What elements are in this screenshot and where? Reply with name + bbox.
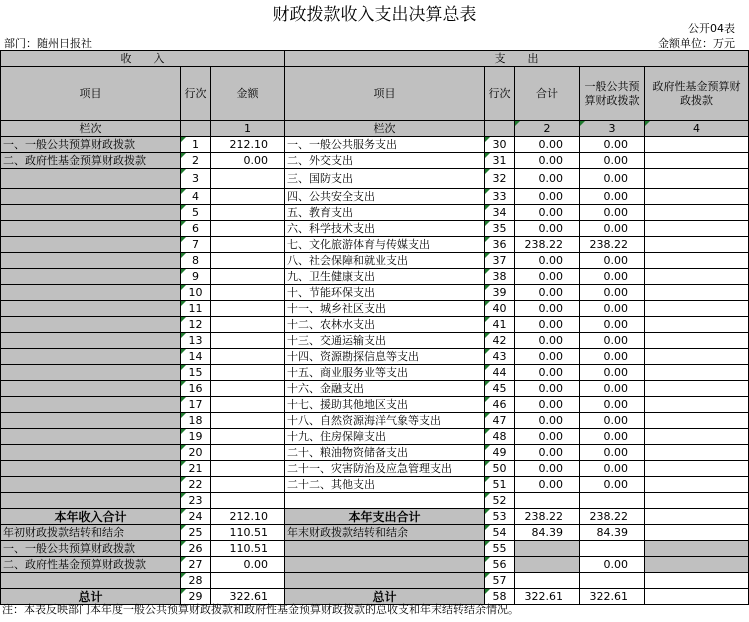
sub1-out-total	[515, 541, 580, 557]
expense-row-no: 31	[485, 153, 515, 169]
income-item	[1, 333, 181, 349]
total-row	[1, 509, 749, 525]
income-amount[interactable]	[211, 365, 285, 381]
income-row-no: 2	[181, 153, 211, 169]
income-item	[1, 253, 181, 269]
expense-item: 二、外交支出	[285, 153, 485, 169]
expense-fund[interactable]	[645, 301, 749, 317]
income-amount[interactable]	[211, 253, 285, 269]
income-item	[1, 269, 181, 285]
expense-item: 二十一、灾害防治及应急管理支出	[285, 461, 485, 477]
expense-general[interactable]: 0.00	[580, 349, 645, 365]
income-amount[interactable]	[211, 413, 285, 429]
expense-total[interactable]: 0.00	[515, 269, 580, 285]
expense-item: 八、社会保障和就业支出	[285, 253, 485, 269]
income-row-no: 23	[181, 493, 211, 509]
blank-out-general[interactable]	[580, 573, 645, 589]
income-item	[1, 285, 181, 301]
income-amount[interactable]	[211, 333, 285, 349]
sub1-out-no: 55	[485, 541, 515, 557]
expense-row-no: 48	[485, 429, 515, 445]
expense-item: 十四、资源勘探信息等支出	[285, 349, 485, 365]
col-index-3: 3	[580, 121, 645, 137]
income-amount-header: 金额	[211, 67, 285, 121]
section-header-row	[1, 51, 749, 67]
expense-fund[interactable]	[645, 381, 749, 397]
income-row-no: 6	[181, 221, 211, 237]
expense-item: 七、文化旅游体育与传媒支出	[285, 237, 485, 253]
sub1-amount[interactable]: 110.51	[211, 541, 285, 557]
sub2-out-no: 56	[485, 557, 515, 573]
expense-item: 十七、援助其他地区支出	[285, 397, 485, 413]
table-row	[1, 301, 749, 317]
expense-item: 九、卫生健康支出	[285, 269, 485, 285]
grand-in-no: 29	[181, 589, 211, 605]
expense-row-no: 41	[485, 317, 515, 333]
income-row-no: 11	[181, 301, 211, 317]
income-amount[interactable]: 0.00	[211, 153, 285, 169]
income-amount[interactable]	[211, 445, 285, 461]
empty-cell	[485, 121, 515, 137]
income-item	[1, 169, 181, 189]
income-row-no: 14	[181, 349, 211, 365]
expense-general[interactable]: 238.22	[580, 237, 645, 253]
expense-row-no: 35	[485, 221, 515, 237]
grand-in-label: 总计	[1, 589, 181, 605]
table-row	[1, 413, 749, 429]
gov-fund-header: 政府性基金预算财政拨款	[645, 67, 749, 121]
grand-out-fund[interactable]	[645, 589, 749, 605]
expense-item: 三、国防支出	[285, 169, 485, 189]
expense-total[interactable]: 0.00	[515, 381, 580, 397]
expense-total-header: 合计	[515, 67, 580, 121]
expense-general[interactable]: 0.00	[580, 477, 645, 493]
table-row	[1, 317, 749, 333]
sub2-label: 二、政府性基金预算财政拨款	[1, 557, 181, 573]
income-amount[interactable]	[211, 285, 285, 301]
income-item: 二、政府性基金预算财政拨款	[1, 153, 181, 169]
unit-label: 金额单位：万元	[658, 37, 735, 50]
income-total-amount[interactable]: 212.10	[211, 509, 285, 525]
expense-fund[interactable]	[645, 189, 749, 205]
sub1-out-general[interactable]	[580, 541, 645, 557]
income-row-no: 19	[181, 429, 211, 445]
department-label: 部门：随州日报社	[4, 37, 92, 50]
sub2-expense-blank	[285, 557, 485, 573]
income-item	[1, 493, 181, 509]
carry-in-no: 25	[181, 525, 211, 541]
income-amount[interactable]	[211, 317, 285, 333]
income-row-no: 5	[181, 205, 211, 221]
expense-row-no: 32	[485, 169, 515, 189]
expense-total[interactable]: 0.00	[515, 429, 580, 445]
income-row-no: 12	[181, 317, 211, 333]
income-amount[interactable]	[211, 461, 285, 477]
expense-row-no: 30	[485, 137, 515, 153]
expense-total-general[interactable]: 238.22	[580, 509, 645, 525]
income-item-header: 项目	[1, 67, 181, 121]
table-row	[1, 445, 749, 461]
income-amount[interactable]	[211, 381, 285, 397]
expense-item: 十三、交通运输支出	[285, 333, 485, 349]
table-row	[1, 493, 749, 509]
income-item	[1, 445, 181, 461]
expense-row-no: 50	[485, 461, 515, 477]
grand-out-no: 58	[485, 589, 515, 605]
expense-general[interactable]: 0.00	[580, 285, 645, 301]
income-item	[1, 429, 181, 445]
expense-section-header: 支 出	[285, 51, 749, 67]
expense-general[interactable]: 0.00	[580, 445, 645, 461]
income-row-no: 22	[181, 477, 211, 493]
income-item	[1, 237, 181, 253]
expense-general[interactable]: 0.00	[580, 221, 645, 237]
income-total-no: 24	[181, 509, 211, 525]
expense-row-no: 37	[485, 253, 515, 269]
expense-row-no: 49	[485, 445, 515, 461]
expense-item: 五、教育支出	[285, 205, 485, 221]
expense-total[interactable]: 0.00	[515, 365, 580, 381]
income-amount[interactable]	[211, 189, 285, 205]
carry-out-general[interactable]: 84.39	[580, 525, 645, 541]
carry-in-label: 年初财政拨款结转和结余	[1, 525, 181, 541]
expense-row-no: 36	[485, 237, 515, 253]
general-budget-header: 一般公共预算财政拨款	[580, 67, 645, 121]
expense-general[interactable]: 0.00	[580, 461, 645, 477]
expense-fund[interactable]	[645, 333, 749, 349]
income-amount[interactable]	[211, 397, 285, 413]
expense-general[interactable]: 0.00	[580, 153, 645, 169]
table-row	[1, 137, 749, 153]
sub2-out-general[interactable]: 0.00	[580, 557, 645, 573]
expense-total[interactable]: 0.00	[515, 349, 580, 365]
expense-item: 十、节能环保支出	[285, 285, 485, 301]
income-row-no-header: 行次	[181, 67, 211, 121]
expense-total-fund[interactable]	[645, 509, 749, 525]
sub2-no: 27	[181, 557, 211, 573]
expense-total[interactable]: 0.00	[515, 317, 580, 333]
income-amount[interactable]	[211, 237, 285, 253]
income-row-no: 4	[181, 189, 211, 205]
income-item	[1, 221, 181, 237]
blank-row	[1, 573, 749, 589]
col-index-1: 1	[211, 121, 285, 137]
sub1-row	[1, 541, 749, 557]
income-row-no: 16	[181, 381, 211, 397]
expense-total[interactable]: 0.00	[515, 137, 580, 153]
expense-general[interactable]: 0.00	[580, 381, 645, 397]
expense-general[interactable]: 0.00	[580, 397, 645, 413]
table-row	[1, 205, 749, 221]
expense-total[interactable]: 0.00	[515, 189, 580, 205]
income-item	[1, 397, 181, 413]
income-row-no: 17	[181, 397, 211, 413]
expense-fund[interactable]	[645, 445, 749, 461]
carry-out-no: 54	[485, 525, 515, 541]
income-item	[1, 365, 181, 381]
blank-out-label	[285, 573, 485, 589]
column-header-row	[1, 67, 749, 121]
final-accounts-table	[0, 50, 749, 605]
income-amount[interactable]: 212.10	[211, 137, 285, 153]
expense-fund[interactable]	[645, 349, 749, 365]
blank-out-total[interactable]	[515, 573, 580, 589]
expense-item: 四、公共安全支出	[285, 189, 485, 205]
sub2-out-fund	[645, 557, 749, 573]
income-row-no: 20	[181, 445, 211, 461]
expense-total[interactable]: 0.00	[515, 169, 580, 189]
income-amount[interactable]	[211, 477, 285, 493]
col-index-2: 2	[515, 121, 580, 137]
expense-general[interactable]: 0.00	[580, 205, 645, 221]
sub1-no: 26	[181, 541, 211, 557]
expense-fund[interactable]	[645, 317, 749, 333]
sub2-amount[interactable]: 0.00	[211, 557, 285, 573]
table-row	[1, 153, 749, 169]
expense-general[interactable]: 0.00	[580, 301, 645, 317]
expense-total[interactable]: 0.00	[515, 461, 580, 477]
carryover-row	[1, 525, 749, 541]
expense-row-no: 51	[485, 477, 515, 493]
sub1-expense-blank	[285, 541, 485, 557]
income-row-no: 8	[181, 253, 211, 269]
income-amount[interactable]	[211, 221, 285, 237]
blank-out-fund[interactable]	[645, 573, 749, 589]
expense-total[interactable]: 0.00	[515, 333, 580, 349]
income-amount[interactable]	[211, 493, 285, 509]
expense-general[interactable]: 0.00	[580, 333, 645, 349]
expense-total[interactable]: 0.00	[515, 477, 580, 493]
income-amount[interactable]	[211, 169, 285, 189]
table-row	[1, 349, 749, 365]
expense-fund[interactable]	[645, 169, 749, 189]
expense-item: 十一、城乡社区支出	[285, 301, 485, 317]
income-amount[interactable]	[211, 349, 285, 365]
income-amount[interactable]	[211, 429, 285, 445]
income-item	[1, 205, 181, 221]
carry-out-label: 年末财政拨款结转和结余	[285, 525, 485, 541]
expense-fund[interactable]	[645, 221, 749, 237]
expense-total[interactable]: 0.00	[515, 445, 580, 461]
expense-fund[interactable]	[645, 429, 749, 445]
table-row	[1, 333, 749, 349]
expense-general[interactable]: 0.00	[580, 413, 645, 429]
income-amount[interactable]	[211, 269, 285, 285]
expense-fund[interactable]	[645, 365, 749, 381]
expense-general[interactable]: 0.00	[580, 317, 645, 333]
expense-item: 十二、农林水支出	[285, 317, 485, 333]
empty-cell	[181, 121, 211, 137]
income-item	[1, 349, 181, 365]
sub1-label: 一、一般公共预算财政拨款	[1, 541, 181, 557]
expense-row-no: 38	[485, 269, 515, 285]
expense-fund[interactable]	[645, 285, 749, 301]
income-item	[1, 189, 181, 205]
carry-out-fund[interactable]	[645, 525, 749, 541]
expense-row-no: 46	[485, 397, 515, 413]
sub2-out-total	[515, 557, 580, 573]
expense-item	[285, 493, 485, 509]
carry-in-amount[interactable]: 110.51	[211, 525, 285, 541]
table-row	[1, 169, 749, 189]
income-item	[1, 413, 181, 429]
sub2-row	[1, 557, 749, 573]
income-row-no: 13	[181, 333, 211, 349]
expense-fund[interactable]	[645, 253, 749, 269]
expense-row-no: 34	[485, 205, 515, 221]
expense-total-amount[interactable]: 238.22	[515, 509, 580, 525]
expense-item: 二十、粮油物资储备支出	[285, 445, 485, 461]
expense-item-header: 项目	[285, 67, 485, 121]
expense-item: 十八、自然资源海洋气象等支出	[285, 413, 485, 429]
expense-total[interactable]: 0.00	[515, 253, 580, 269]
table-row	[1, 477, 749, 493]
table-row	[1, 237, 749, 253]
expense-fund[interactable]	[645, 153, 749, 169]
expense-item: 二十二、其他支出	[285, 477, 485, 493]
expense-general[interactable]: 0.00	[580, 189, 645, 205]
table-row	[1, 397, 749, 413]
expense-general[interactable]: 0.00	[580, 169, 645, 189]
table-row	[1, 285, 749, 301]
blank-in-no: 28	[181, 573, 211, 589]
grand-out-total[interactable]: 322.61	[515, 589, 580, 605]
expense-general[interactable]: 0.00	[580, 269, 645, 285]
expense-total[interactable]: 0.00	[515, 205, 580, 221]
expense-total[interactable]: 0.00	[515, 397, 580, 413]
expense-total[interactable]: 0.00	[515, 413, 580, 429]
sub1-out-fund	[645, 541, 749, 557]
expense-row-no: 39	[485, 285, 515, 301]
expense-fund[interactable]	[645, 461, 749, 477]
income-item	[1, 317, 181, 333]
expense-total[interactable]	[515, 493, 580, 509]
expense-row-no: 33	[485, 189, 515, 205]
table-row	[1, 189, 749, 205]
expense-total[interactable]: 0.00	[515, 153, 580, 169]
grand-out-label: 总计	[285, 589, 485, 605]
table-note: 注：本表反映部门本年度一般公共预算财政拨款和政府性基金预算财政拨款的总收支和年末结转结余情况。	[2, 603, 519, 616]
income-item: 一、一般公共预算财政拨款	[1, 137, 181, 153]
expense-general[interactable]: 0.00	[580, 253, 645, 269]
income-section-header: 收 入	[1, 51, 285, 67]
expense-item: 六、科学技术支出	[285, 221, 485, 237]
blank-in-amount[interactable]	[211, 573, 285, 589]
report-title: 财政拨款收入支出决算总表	[272, 5, 477, 25]
expense-row-no: 42	[485, 333, 515, 349]
income-total-label: 本年收入合计	[1, 509, 181, 525]
income-row-no: 10	[181, 285, 211, 301]
expense-item: 十九、住房保障支出	[285, 429, 485, 445]
expense-fund[interactable]	[645, 237, 749, 253]
expense-fund[interactable]	[645, 413, 749, 429]
income-row-no: 3	[181, 169, 211, 189]
income-row-no: 1	[181, 137, 211, 153]
expense-total[interactable]: 0.00	[515, 221, 580, 237]
table-row	[1, 381, 749, 397]
expense-row-no: 43	[485, 349, 515, 365]
expense-column-label: 栏次	[285, 121, 485, 137]
expense-row-no: 47	[485, 413, 515, 429]
income-row-no: 9	[181, 269, 211, 285]
expense-total[interactable]: 0.00	[515, 285, 580, 301]
income-item	[1, 461, 181, 477]
col-index-4: 4	[645, 121, 749, 137]
form-number: 公开04表	[688, 22, 735, 35]
expense-row-no: 44	[485, 365, 515, 381]
income-item	[1, 477, 181, 493]
expense-fund[interactable]	[645, 137, 749, 153]
income-amount[interactable]	[211, 301, 285, 317]
expense-item: 十五、商业服务业等支出	[285, 365, 485, 381]
expense-general[interactable]: 0.00	[580, 429, 645, 445]
blank-out-no: 57	[485, 573, 515, 589]
expense-total[interactable]: 0.00	[515, 301, 580, 317]
income-amount[interactable]	[211, 205, 285, 221]
expense-general[interactable]: 0.00	[580, 137, 645, 153]
table-row	[1, 221, 749, 237]
expense-general[interactable]	[580, 493, 645, 509]
income-row-no: 7	[181, 237, 211, 253]
income-item	[1, 301, 181, 317]
expense-fund[interactable]	[645, 205, 749, 221]
carry-out-total[interactable]: 84.39	[515, 525, 580, 541]
expense-total-label: 本年支出合计	[285, 509, 485, 525]
income-row-no: 18	[181, 413, 211, 429]
column-index-row	[1, 121, 749, 137]
table-row	[1, 365, 749, 381]
table-row	[1, 461, 749, 477]
expense-item: 一、一般公共服务支出	[285, 137, 485, 153]
table-row	[1, 269, 749, 285]
table-row	[1, 429, 749, 445]
expense-item: 十六、金融支出	[285, 381, 485, 397]
expense-row-no: 40	[485, 301, 515, 317]
expense-general[interactable]: 0.00	[580, 365, 645, 381]
expense-row-no: 52	[485, 493, 515, 509]
income-row-no: 15	[181, 365, 211, 381]
expense-row-no-header: 行次	[485, 67, 515, 121]
expense-fund[interactable]	[645, 269, 749, 285]
expense-total[interactable]: 238.22	[515, 237, 580, 253]
income-row-no: 21	[181, 461, 211, 477]
grand-out-general[interactable]: 322.61	[580, 589, 645, 605]
expense-fund[interactable]	[645, 397, 749, 413]
expense-row-no: 45	[485, 381, 515, 397]
expense-fund[interactable]	[645, 493, 749, 509]
income-column-label: 栏次	[1, 121, 181, 137]
expense-fund[interactable]	[645, 477, 749, 493]
table-row	[1, 253, 749, 269]
grand-in-amount[interactable]: 322.61	[211, 589, 285, 605]
blank-in-label	[1, 573, 181, 589]
income-item	[1, 381, 181, 397]
expense-total-no: 53	[485, 509, 515, 525]
